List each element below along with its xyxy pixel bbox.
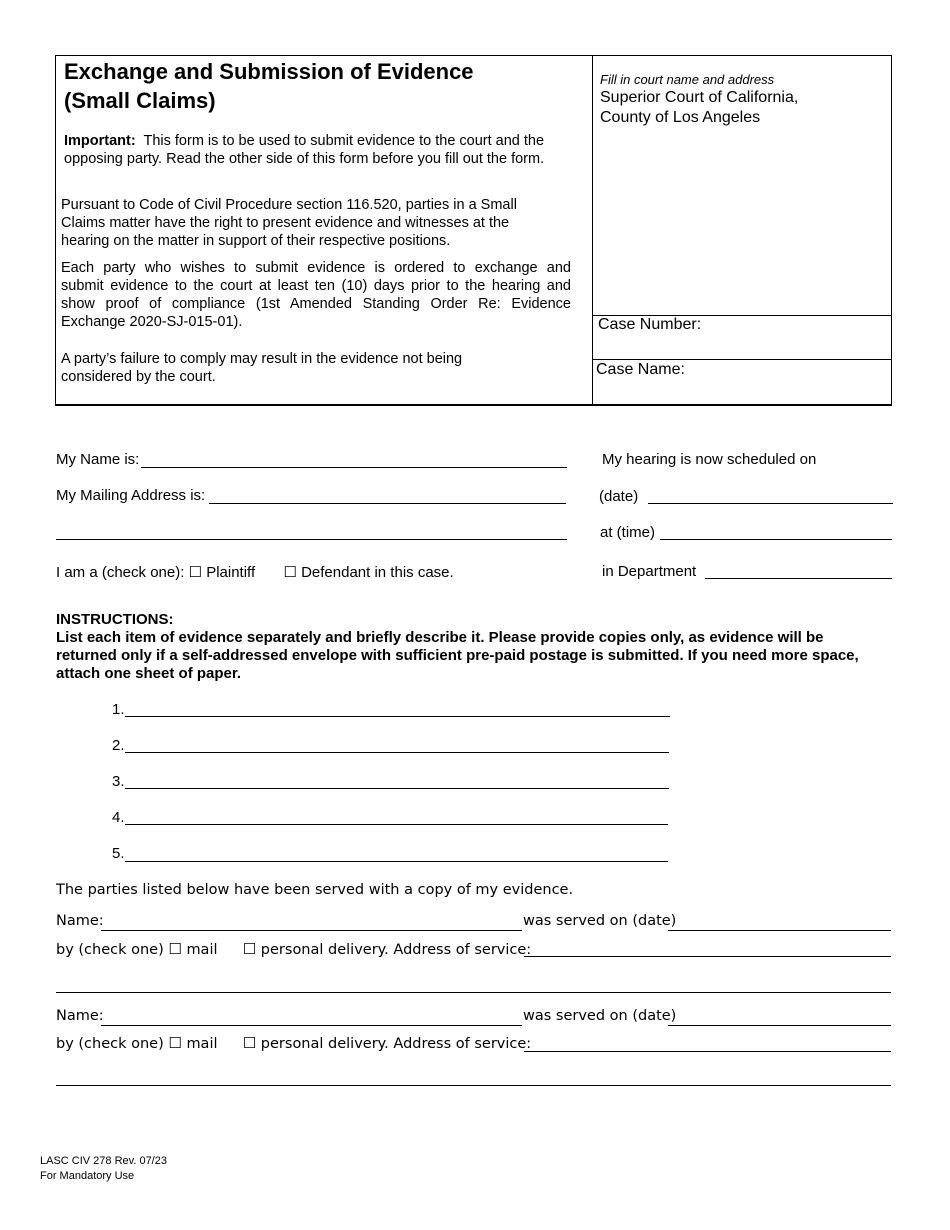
important-text: This form is to be used to submit evidence to the court and the opposing party. Read the other side of this form before you fill out the form. bbox=[64, 133, 545, 167]
served-date-field[interactable] bbox=[668, 1025, 891, 1026]
personal-delivery-label: personal delivery. Address of service: bbox=[260, 1036, 532, 1052]
evidence-item-number: 3. bbox=[112, 773, 125, 790]
hearing-time-label: at (time) bbox=[600, 524, 656, 541]
case-name-divider bbox=[592, 359, 892, 360]
important-label: Important: bbox=[64, 133, 136, 149]
service-address-field-line2[interactable] bbox=[56, 992, 891, 993]
pursuant-paragraph: Pursuant to Code of Civil Procedure section 116.520, parties in a Small Claims matter have the right to present evidence and witnesses at the hearing on the matter in support of their respective positions. bbox=[61, 197, 517, 249]
evidence-item-number: 1. bbox=[112, 701, 125, 718]
mailing-address-field-line2[interactable] bbox=[56, 539, 567, 540]
evidence-item-field[interactable] bbox=[125, 824, 668, 825]
served-name-field[interactable] bbox=[101, 1025, 522, 1026]
evidence-order-line: submit evidence to the court at least ten (10) days prior to the hearing and bbox=[61, 278, 571, 294]
plaintiff-label: Plaintiff bbox=[206, 564, 256, 581]
form-use: For Mandatory Use bbox=[40, 1170, 135, 1182]
mail-label: mail bbox=[186, 942, 218, 958]
court-name-line1[interactable]: Superior Court of California, bbox=[600, 89, 799, 106]
mailing-address-label: My Mailing Address is: bbox=[56, 487, 206, 504]
my-name-field[interactable] bbox=[141, 467, 567, 468]
court-name-line2[interactable]: County of Los Angeles bbox=[600, 109, 761, 126]
instructions-text: List each item of evidence separately and briefly describe it. Please provide copies only, as evidence will be returned only if a self-addressed envelope with sufficient pre-paid postage is submitted. If you need more space, attach one sheet of paper. bbox=[56, 629, 859, 682]
mail-checkbox[interactable]: ☐ bbox=[168, 940, 182, 958]
service-method-label: by (check one) bbox=[56, 1036, 164, 1052]
department-field[interactable] bbox=[705, 578, 892, 579]
service-address-field[interactable] bbox=[524, 956, 891, 957]
hearing-date-label: (date) bbox=[599, 488, 639, 505]
instructions-heading: INSTRUCTIONS: bbox=[56, 611, 174, 628]
served-name-label: Name: bbox=[56, 913, 104, 929]
case-number-label: Case Number: bbox=[598, 316, 702, 333]
served-on-label: was served on (date) bbox=[523, 913, 677, 929]
evidence-order-line: Exchange 2020-SJ-015-01). bbox=[61, 314, 243, 330]
form-title-line2: (Small Claims) bbox=[64, 88, 216, 113]
plaintiff-checkbox[interactable]: ☐ bbox=[188, 564, 203, 581]
case-name-label: Case Name: bbox=[596, 361, 685, 378]
court-hint: Fill in court name and address bbox=[600, 72, 775, 87]
served-name-label: Name: bbox=[56, 1008, 104, 1024]
service-method-row bbox=[56, 940, 531, 958]
hearing-time-field[interactable] bbox=[660, 539, 892, 540]
role-label: I am a (check one): bbox=[56, 564, 185, 581]
service-address-field[interactable] bbox=[524, 1051, 891, 1052]
important-paragraph bbox=[64, 132, 554, 168]
my-name-label: My Name is: bbox=[56, 451, 140, 468]
service-method-row bbox=[56, 1034, 531, 1052]
defendant-label: Defendant in this case. bbox=[301, 564, 454, 581]
form-title-line1: Exchange and Submission of Evidence bbox=[64, 59, 474, 84]
hearing-date-field[interactable] bbox=[648, 503, 893, 504]
case-number-field[interactable] bbox=[703, 318, 888, 356]
evidence-item-field[interactable] bbox=[125, 752, 669, 753]
role-row bbox=[56, 563, 454, 581]
evidence-item-field[interactable] bbox=[125, 788, 669, 789]
served-on-label: was served on (date) bbox=[523, 1008, 677, 1024]
mailing-address-field[interactable] bbox=[209, 503, 566, 504]
evidence-item-number: 4. bbox=[112, 809, 125, 826]
served-name-field[interactable] bbox=[101, 930, 522, 931]
mail-checkbox[interactable]: ☐ bbox=[168, 1034, 182, 1052]
case-name-field[interactable] bbox=[692, 362, 888, 402]
evidence-order-line: show proof of compliance (1st Amended Standing Order Re: Evidence bbox=[61, 296, 571, 312]
evidence-item-field[interactable] bbox=[125, 716, 670, 717]
mail-label: mail bbox=[186, 1036, 218, 1052]
department-label: in Department bbox=[602, 563, 697, 580]
personal-delivery-checkbox[interactable]: ☐ bbox=[242, 940, 257, 958]
evidence-item-number: 2. bbox=[112, 737, 125, 754]
defendant-checkbox[interactable]: ☐ bbox=[283, 564, 297, 581]
hearing-scheduled-label: My hearing is now scheduled on bbox=[602, 451, 817, 468]
personal-delivery-label: personal delivery. Address of service: bbox=[260, 942, 532, 958]
service-statement: The parties listed below have been served with a copy of my evidence. bbox=[56, 882, 574, 898]
footer bbox=[40, 1154, 167, 1184]
evidence-item-field[interactable] bbox=[125, 861, 668, 862]
evidence-order-paragraph bbox=[61, 259, 571, 331]
personal-delivery-checkbox[interactable]: ☐ bbox=[242, 1034, 257, 1052]
failure-paragraph: A party’s failure to comply may result in the evidence not being considered by the court. bbox=[61, 351, 463, 385]
evidence-item-number: 5. bbox=[112, 845, 125, 862]
evidence-order-line: Each party who wishes to submit evidence is ordered to exchange and bbox=[61, 260, 571, 276]
service-method-label: by (check one) bbox=[56, 942, 164, 958]
served-date-field[interactable] bbox=[668, 930, 891, 931]
form-id: LASC CIV 278 Rev. 07/23 bbox=[40, 1155, 167, 1167]
service-address-field-line2[interactable] bbox=[56, 1085, 891, 1086]
header-divider bbox=[592, 55, 593, 406]
